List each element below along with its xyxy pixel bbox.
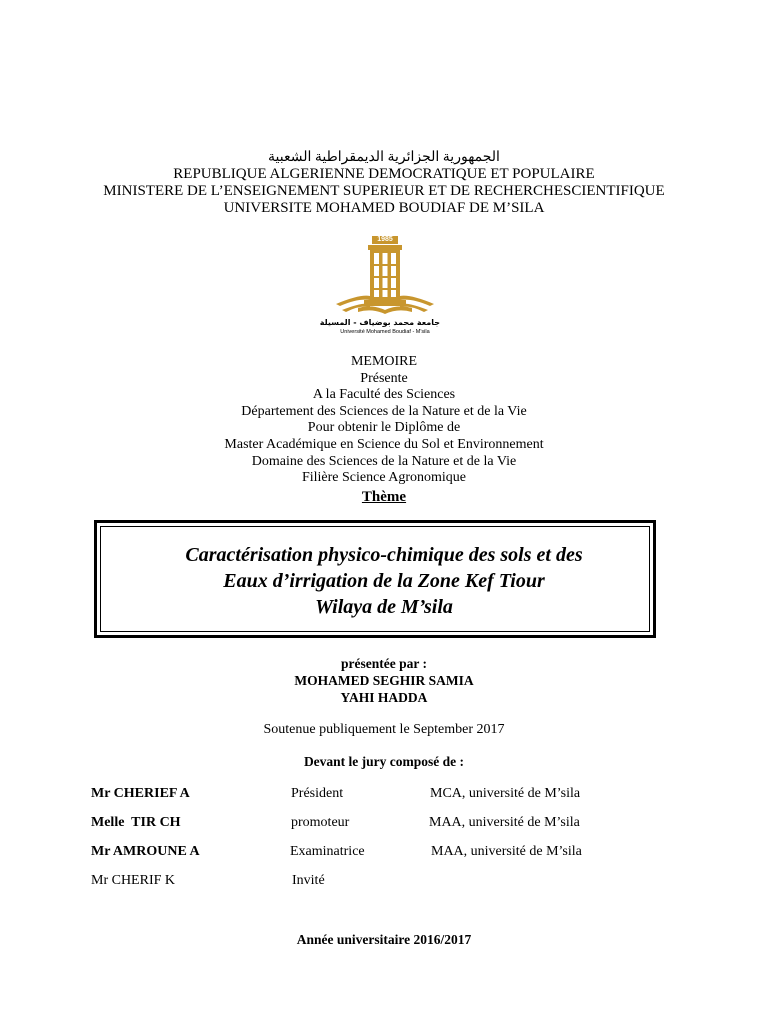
title-line-3: Wilaya de M’sila (315, 596, 453, 618)
university-line: UNIVERSITE MOHAMED BOUDIAF DE M’SILA (223, 200, 545, 216)
thesis-title (0, 542, 768, 620)
arabic-header: الجمهورية الجزائرية الديمقراطية الشعبية (268, 150, 500, 165)
theme-label: Thème (361, 489, 407, 505)
jury-name: Mr CHERIEF A (91, 786, 190, 801)
presented-by-label: présentée par : (341, 656, 427, 671)
author-2: YAHI HADDA (340, 690, 428, 705)
jury-name: Mr AMROUNE A (91, 844, 200, 859)
domain-line: Domaine des Sciences de la Nature et de la Vie (251, 453, 517, 469)
logo-year: 1985 (377, 236, 393, 243)
jury-role: Président (291, 786, 344, 801)
diploma-intro-line: Pour obtenir le Diplôme de (307, 420, 461, 435)
jury-name: Melle TIR CH (91, 815, 181, 830)
university-logo (319, 234, 440, 342)
jury-institution: MAA, université de M’sila (431, 844, 582, 859)
presente-line: Présente (360, 370, 408, 386)
ministry-line: MINISTERE DE L’ENSEIGNEMENT SUPERIEUR ET DE RECHERCHESCIENTIFIQUE (103, 183, 665, 199)
jury-role: Examinatrice (290, 844, 365, 859)
logo-latin-name: Université Mohamed Boudiaf - M'sila (340, 329, 430, 335)
jury-name: Mr CHERIF K (91, 873, 176, 888)
republic-line: REPUBLIQUE ALGERIENNE DEMOCRATIQUE ET POPULAIRE (173, 166, 595, 182)
master-line: Master Académique en Science du Sol et Environnement (224, 437, 544, 452)
jury-institution: MCA, université de M’sila (430, 786, 581, 801)
department-line: Département des Sciences de la Nature et de la Vie (241, 403, 527, 419)
filiere-line: Filière Science Agronomique (301, 470, 467, 485)
jury-label: Devant le jury composé de : (303, 754, 465, 769)
memoire-label: MEMOIRE (350, 354, 418, 369)
title-line-2: Eaux d’irrigation de la Zone Kef Tiour (223, 570, 545, 592)
author-1: MOHAMED SEGHIR SAMIA (294, 673, 474, 688)
jury-role: promoteur (291, 815, 350, 830)
faculty-line: A la Faculté des Sciences (312, 387, 456, 402)
jury-role: Invité (292, 873, 325, 888)
academic-year: Année universitaire 2016/2017 (296, 932, 472, 947)
title-line-1: Caractérisation physico-chimique des sols et des (185, 544, 583, 566)
jury-institution: MAA, université de M’sila (429, 815, 580, 830)
defense-date: Soutenue publiquement le September 2017 (263, 722, 505, 737)
logo-arabic-name: جامعة محمد بوضياف - المسيلة (319, 318, 440, 327)
